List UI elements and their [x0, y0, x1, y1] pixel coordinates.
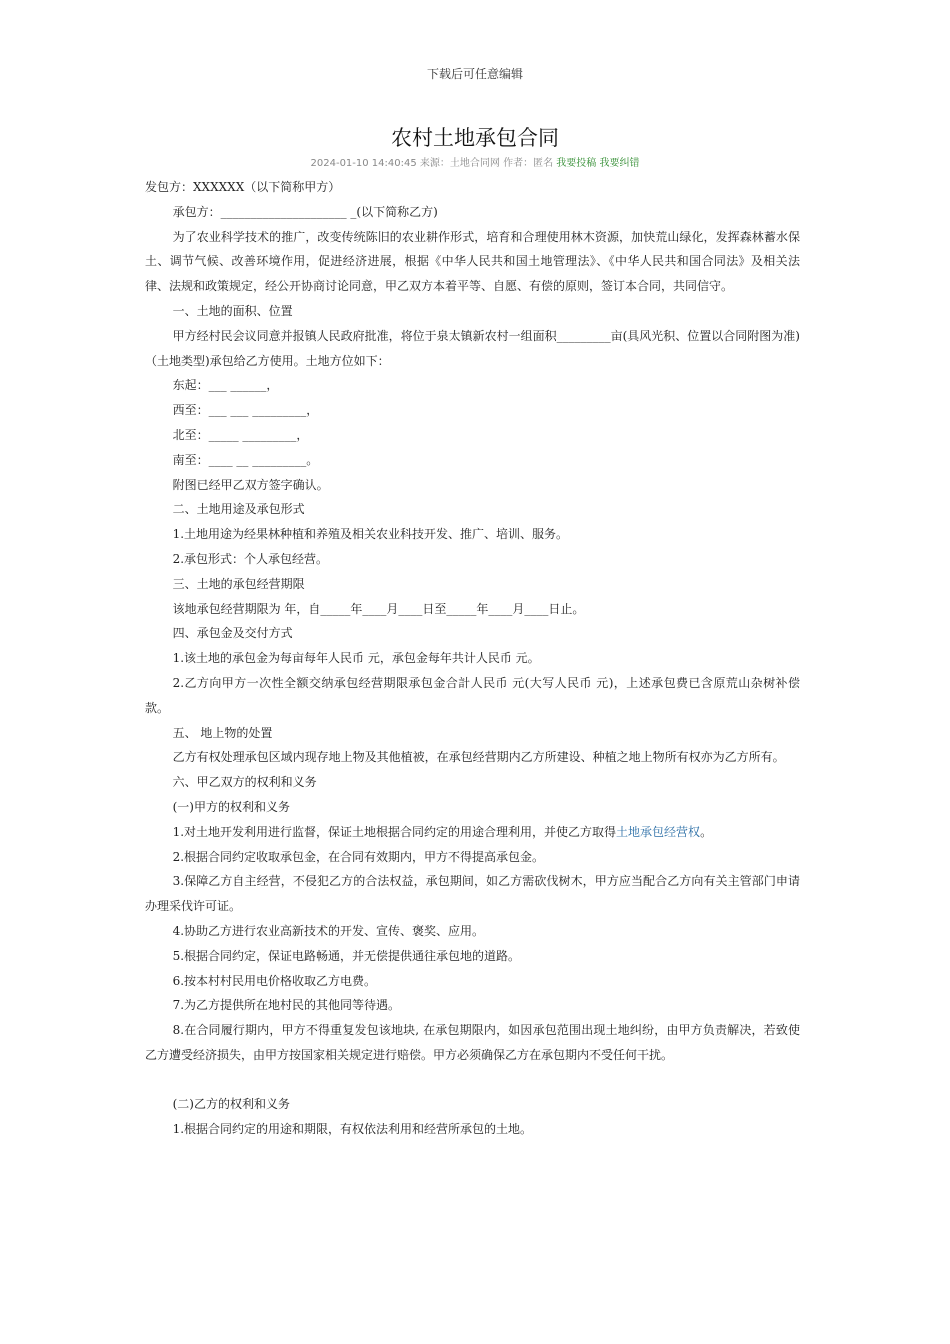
section-heading: 一、土地的面积、位置 [172, 303, 293, 318]
boundary-south: 南至：____ __ _________。 [172, 452, 319, 467]
section-heading: 二、土地用途及承包形式 [172, 502, 305, 517]
submit-link[interactable]: 我要投稿 [556, 158, 597, 169]
paragraph: 该地承包经营期限为 年，自_____年____月____日至_____年____月____日止。 [172, 601, 585, 616]
paragraph: 3.保障乙方自主经营，不侵犯乙方的合法权益，承包期间，如乙方需砍伐树木，甲方应当配合乙方向有关主管部门申请办理采伐许可证。 [145, 874, 800, 914]
meta-author: 作者：匿名 [503, 158, 554, 169]
top-note: 下载后可任意编辑 [426, 67, 523, 81]
boundary-north: 北至：_____ _________， [172, 427, 309, 442]
paragraph: 4.协助乙方进行农业高新技术的开发、宣传、褒奖、应用。 [172, 923, 485, 938]
document-title: 农村土地承包合同 [391, 126, 559, 150]
subsection-heading: (二)乙方的权利和义务 [172, 1097, 290, 1112]
party-b-line: 承包方：_____________________ _(以下简称乙方) [172, 204, 438, 219]
paragraph: 甲方经村民会议同意并报镇人民政府批准，将位于泉太镇新农村一组面积_________亩(具风光积、位置以合同附图为准)（土地类型)承包给乙方使用。土地方位如下： [145, 328, 800, 368]
paragraph: 乙方有权处理承包区域内现存地上物及其他植被，在承包经营期内乙方所建设、种植之地上物所有权亦为乙方所有。 [172, 750, 785, 765]
paragraph: 1.该土地的承包金为每亩每年人民币 元，承包金每年共计人民币 元。 [172, 651, 540, 666]
section-heading: 六、甲乙双方的权利和义务 [172, 775, 317, 790]
paragraph: 1.根据合同约定的用途和期限，有权依法利用和经营所承包的土地。 [172, 1122, 533, 1137]
meta-timestamp: 2024-01-10 14:40:45 [310, 158, 417, 169]
paragraph: 1.土地用途为经果林种植和养殖及相关农业科技开发、推广、培训、服务。 [172, 527, 569, 542]
meta-line [0, 154, 950, 169]
paragraph: 附图已经甲乙双方签字确认。 [172, 477, 329, 492]
party-a-line: 发包方：XXXXXX（以下简称甲方） [145, 180, 341, 194]
section-heading: 五、 地上物的处置 [172, 725, 273, 740]
boundary-west: 西至：___ ___ _________， [172, 403, 319, 418]
document-body [145, 175, 800, 1142]
boundary-east: 东起：___ ______， [172, 378, 279, 393]
paragraph: 5.根据合同约定，保证电路畅通，并无偿提供通往承包地的道路。 [172, 948, 521, 963]
paragraph: 8.在合同履行期内，甲方不得重复发包该地块, 在承包期限内，如因承包范围出现土地纠纷，由甲方负责解决，若致使乙方遭受经济损失，由甲方按国家相关规定进行赔偿。甲方必须确保乙方在承包期内不受任何干扰。 [145, 1023, 800, 1062]
meta-source: 来源：土地合同网 [419, 158, 500, 169]
error-report-link[interactable]: 我要纠错 [599, 158, 640, 169]
paragraph: 2.乙方向甲方一次性全额交纳承包经营期限承包金合計人民币 元(大写人民币 元)，上述承包费已含原荒山杂树补偿款。 [145, 675, 800, 715]
section-heading: 四、承包金及交付方式 [172, 626, 293, 641]
paragraph-text: 1.对土地开发利用进行监督，保证土地根据合同约定的用途合理利用，并使乙方取得 [172, 824, 617, 839]
paragraph: 2.根据合同约定收取承包金，在合同有效期内，甲方不得提高承包金。 [172, 849, 545, 864]
paragraph: 2.承包形式：个人承包经营。 [172, 551, 329, 566]
paragraph: 7.为乙方提供所在地村民的其他同等待遇。 [172, 998, 401, 1013]
paragraph [145, 820, 800, 845]
land-contract-right-link[interactable]: 土地承包经营权 [616, 824, 701, 839]
paragraph: 6.按本村村民用电价格收取乙方电费。 [172, 973, 377, 988]
subsection-heading: (一)甲方的权利和义务 [172, 799, 290, 814]
paragraph-text: 。 [700, 824, 713, 839]
section-heading: 三、土地的承包经营期限 [172, 576, 305, 591]
preamble-paragraph: 为了农业科学技术的推广，改变传统陈旧的农业耕作形式，培育和合理使用林木资源，加快荒山绿化，发挥森林蓄水保土、调节气候、改善环境作用，促进经济进展，根据《中华人民共和国土地管理法》、《中华人民共和国合同法》及相关法律、法规和政策规定，经公开协商讨论同意，甲乙双方本着平等、自愿、有偿的原则，签订本合同，共同信守。 [145, 229, 800, 294]
